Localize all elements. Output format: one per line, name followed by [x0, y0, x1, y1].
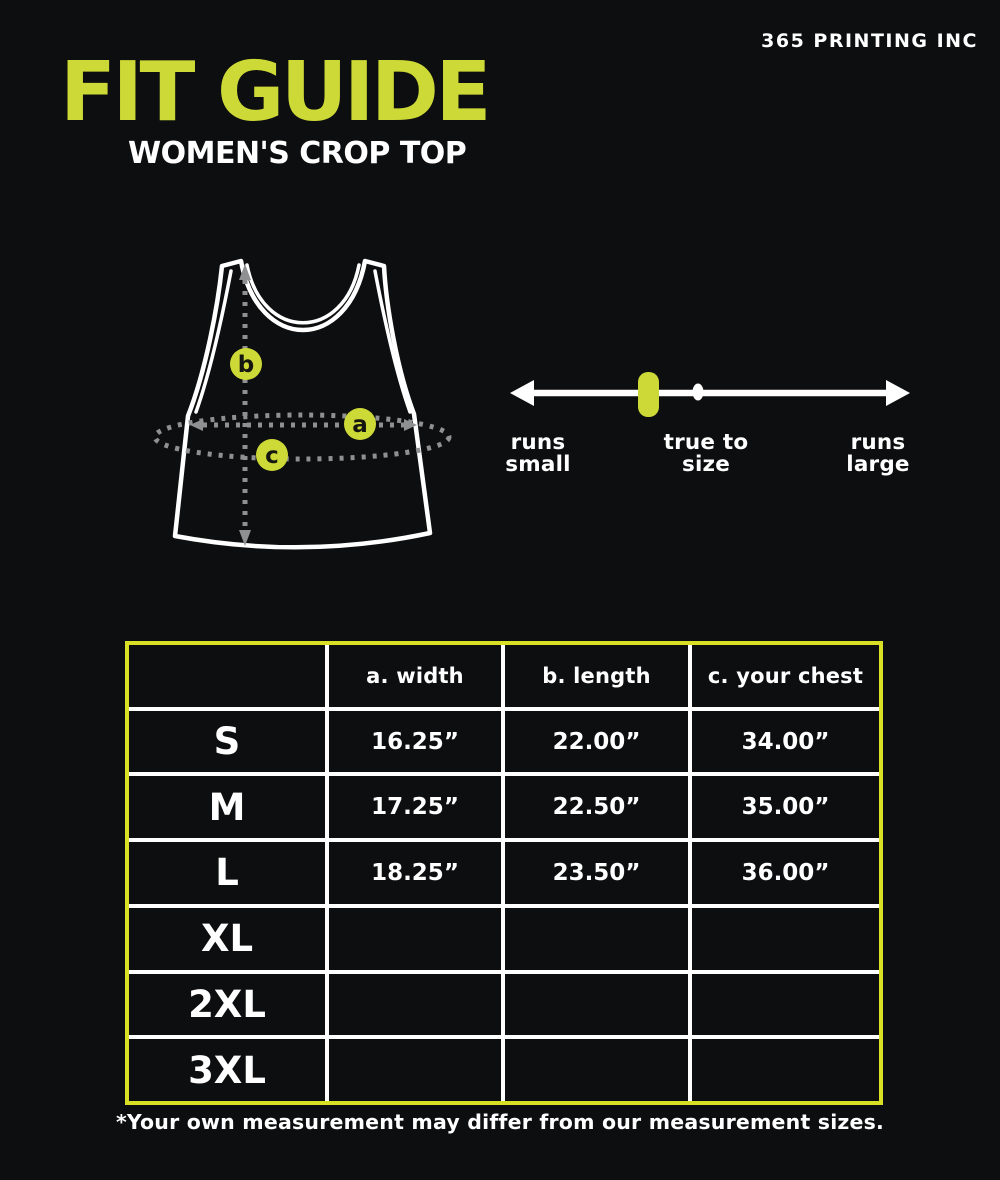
scale-arrow-right-icon	[886, 380, 910, 406]
fit-scale-label-true-to-size: true to size	[663, 430, 749, 477]
column-header-width: a. width	[329, 645, 501, 707]
measurement-value: 17.25”	[329, 776, 501, 838]
size-label: 2XL	[129, 974, 325, 1036]
measurement-value: 35.00”	[692, 776, 879, 838]
size-label: S	[129, 711, 325, 773]
measurement-value: 22.50”	[505, 776, 688, 838]
fit-scale-label-runs-large: runs large	[846, 430, 910, 477]
scale-arrow-left-icon	[510, 380, 534, 406]
measurement-value	[692, 908, 879, 970]
measurement-value	[329, 1039, 501, 1101]
measurement-value	[505, 1039, 688, 1101]
measurement-value: 34.00”	[692, 711, 879, 773]
title-block	[60, 45, 488, 171]
center-tick-dot	[693, 384, 704, 401]
measurement-value: 16.25”	[329, 711, 501, 773]
measurement-value: 36.00”	[692, 842, 879, 904]
size-table	[125, 641, 883, 1105]
measurement-disclaimer: *Your own measurement may differ from our measurement sizes.	[115, 1110, 885, 1134]
measurement-value	[505, 974, 688, 1036]
measurement-value	[692, 1039, 879, 1101]
size-label: L	[129, 842, 325, 904]
marker-b-letter: b	[237, 352, 255, 378]
brand-name: 365 PRINTING INC	[761, 30, 978, 52]
column-header-chest: c. your chest	[692, 645, 879, 707]
measurement-value	[329, 908, 501, 970]
page-subtitle: WOMEN'S CROP TOP	[128, 136, 467, 171]
fit-indicator	[638, 372, 659, 417]
fit-scale	[490, 355, 920, 425]
size-label: 3XL	[129, 1039, 325, 1101]
crop-top-diagram	[130, 240, 480, 570]
column-header-length: b. length	[505, 645, 688, 707]
measurement-value	[505, 908, 688, 970]
column-header-blank	[129, 645, 325, 707]
marker-c-letter: c	[265, 443, 279, 469]
measurement-value	[692, 974, 879, 1036]
measurement-value: 18.25”	[329, 842, 501, 904]
measurement-value	[329, 974, 501, 1036]
measurement-value: 22.00”	[505, 711, 688, 773]
left-armhole-binding	[196, 271, 231, 412]
fit-scale-label-runs-small: runs small	[505, 430, 571, 477]
size-label: M	[129, 776, 325, 838]
tank-outline	[175, 261, 430, 547]
measurement-value: 23.50”	[505, 842, 688, 904]
marker-a-letter: a	[352, 412, 368, 438]
size-label: XL	[129, 908, 325, 970]
page-title: FIT GUIDE	[60, 45, 488, 140]
